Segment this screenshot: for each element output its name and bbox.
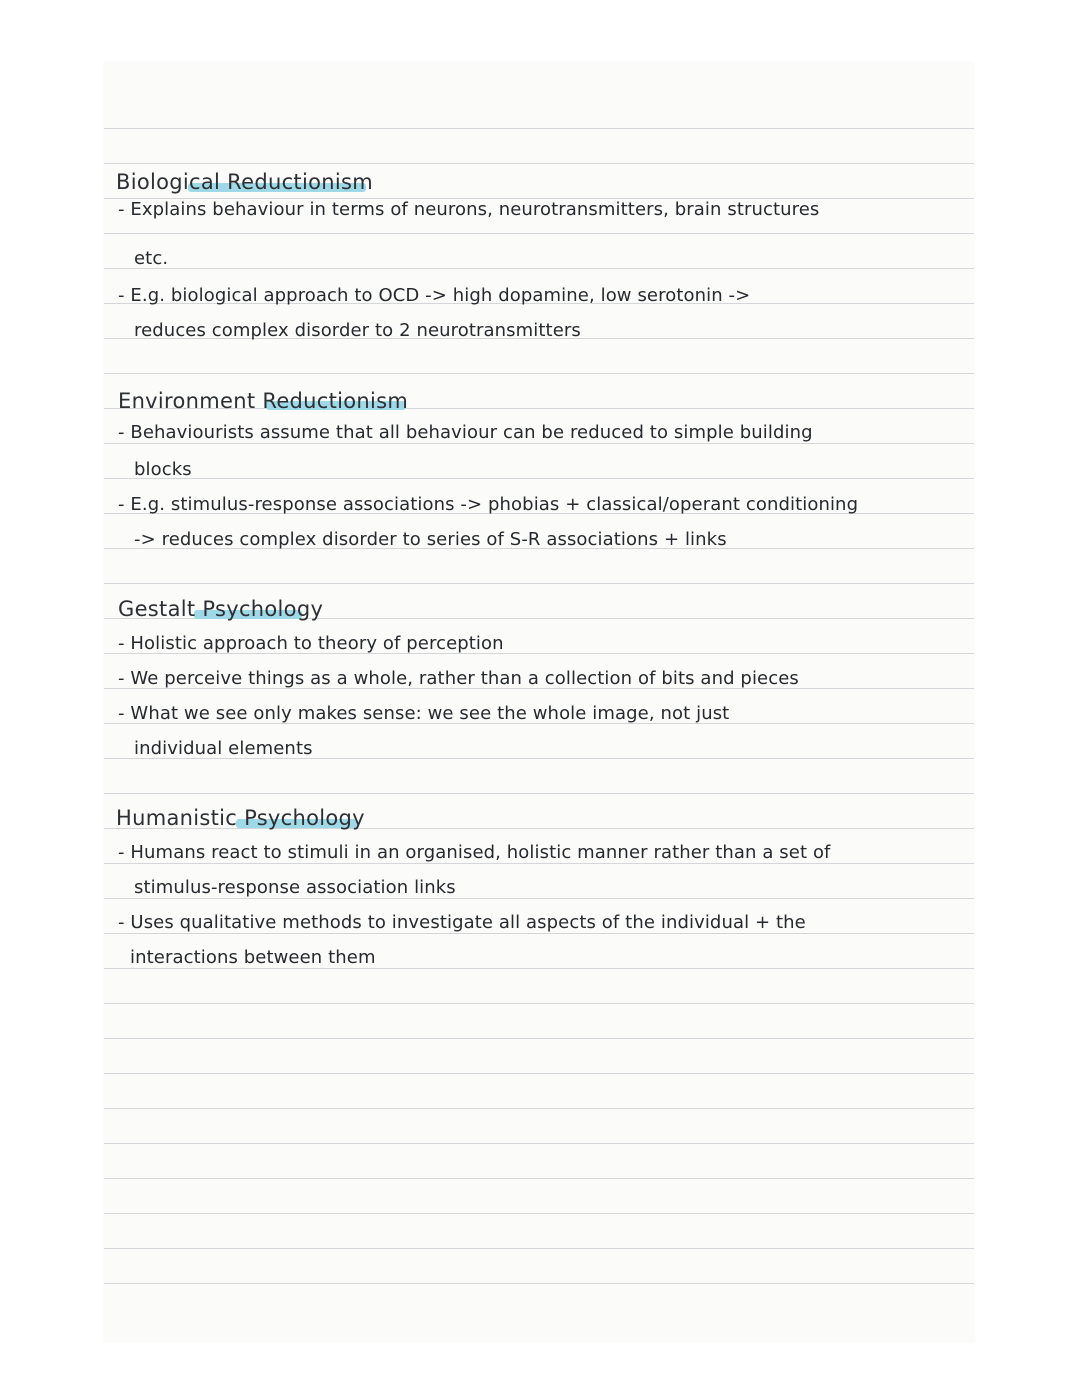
note-line: - Holistic approach to theory of perception (118, 633, 504, 654)
ruled-line (104, 898, 974, 899)
ruled-line (104, 1143, 974, 1144)
ruled-line (104, 478, 974, 479)
ruled-line (104, 443, 974, 444)
ruled-line (104, 968, 974, 969)
note-line: - We perceive things as a whole, rather than a collection of bits and pieces (118, 668, 799, 689)
ruled-line (104, 233, 974, 234)
section-title-environment: Environment Reductionism (118, 389, 409, 413)
ruled-line (104, 1038, 974, 1039)
ruled-line (104, 863, 974, 864)
ruled-line (104, 933, 974, 934)
ruled-line (104, 373, 974, 374)
section-title-gestalt: Gestalt Psychology (118, 597, 324, 621)
ruled-line (104, 163, 974, 164)
note-line: individual elements (134, 738, 313, 759)
ruled-line (104, 1213, 974, 1214)
ruled-line (104, 1178, 974, 1179)
section-title-humanistic: Humanistic Psychology (116, 806, 365, 830)
ruled-line (104, 1073, 974, 1074)
ruled-line (104, 1283, 974, 1284)
ruled-line (104, 793, 974, 794)
ruled-line (104, 128, 974, 129)
ruled-line (104, 268, 974, 269)
note-line: -> reduces complex disorder to series of S-R associations + links (134, 529, 727, 550)
ruled-line (104, 1248, 974, 1249)
note-line: - Explains behaviour in terms of neurons, neurotransmitters, brain structures (118, 199, 820, 220)
note-line: - What we see only makes sense: we see the whole image, not just (118, 703, 730, 724)
ruled-line (104, 1108, 974, 1109)
note-line: etc. (134, 248, 169, 269)
note-line: - Humans react to stimuli in an organised, holistic manner rather than a set of (118, 842, 831, 863)
ruled-line (104, 1003, 974, 1004)
note-line: interactions between them (130, 947, 376, 968)
section-title-biological: Biological Reductionism (116, 170, 373, 194)
note-line: - Uses qualitative methods to investigate all aspects of the individual + the (118, 912, 806, 933)
note-line: - Behaviourists assume that all behaviour can be reduced to simple building (118, 422, 813, 443)
note-line: blocks (134, 459, 192, 480)
note-line: - E.g. stimulus-response associations -> phobias + classical/operant conditioning (118, 494, 859, 515)
lined-paper (104, 62, 974, 1342)
note-line: stimulus-response association links (134, 877, 456, 898)
note-line: - E.g. biological approach to OCD -> high dopamine, low serotonin -> (118, 285, 751, 306)
note-line: reduces complex disorder to 2 neurotransmitters (134, 320, 581, 341)
ruled-line (104, 583, 974, 584)
